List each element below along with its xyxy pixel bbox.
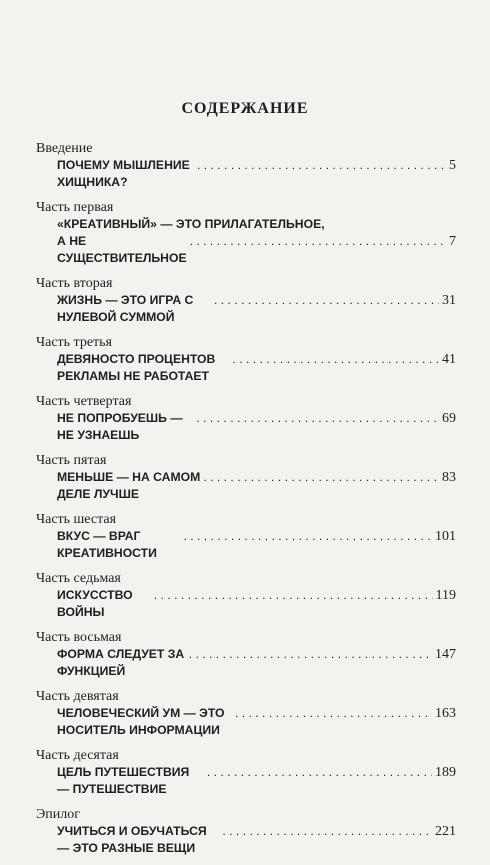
toc-chapter[interactable] xyxy=(57,646,456,680)
toc-part-label: Часть вторая xyxy=(36,276,113,291)
leader-dots xyxy=(207,764,432,781)
leader-dots xyxy=(203,469,439,486)
toc-chapter[interactable] xyxy=(57,216,456,233)
leader-dots xyxy=(214,292,439,309)
toc-page-number: 163 xyxy=(435,706,456,721)
toc-chapter-title: ЧЕЛОВЕЧЕСКИЙ УМ — ЭТО НОСИТЕЛЬ ИНФОРМАЦИИ xyxy=(57,706,225,737)
toc-chapter-title: НЕ ПОПРОБУЕШЬ — НЕ УЗНАЕШЬ xyxy=(57,411,183,442)
toc-chapter[interactable] xyxy=(57,705,456,739)
toc-part-label: Часть пятая xyxy=(36,453,107,468)
toc-chapter[interactable] xyxy=(57,764,456,798)
toc-part-label: Введение xyxy=(36,141,93,156)
toc-chapter[interactable] xyxy=(57,351,456,385)
toc-entry xyxy=(36,140,456,191)
leader-dots xyxy=(222,823,432,840)
leader-dots xyxy=(235,705,432,722)
toc-chapter[interactable] xyxy=(57,823,456,857)
toc-chapter-title: ЦЕЛЬ ПУТЕШЕСТВИЯ — ПУТЕШЕСТВИЕ xyxy=(57,765,190,796)
toc-part-label: Часть десятая xyxy=(36,748,119,763)
toc-chapter[interactable] xyxy=(57,587,456,621)
toc-chapter-title: ДЕВЯНОСТО ПРОЦЕНТОВ РЕКЛАМЫ НЕ РАБОТАЕТ xyxy=(57,352,216,383)
leader-dots xyxy=(197,157,446,174)
toc-chapter-continued[interactable] xyxy=(57,233,456,267)
toc-chapter[interactable] xyxy=(57,292,456,326)
toc-part-label: Часть седьмая xyxy=(36,571,121,586)
toc-chapter[interactable] xyxy=(57,410,456,444)
toc-page-number: 5 xyxy=(449,158,456,173)
toc-chapter-title: ПОЧЕМУ МЫШЛЕНИЕ ХИЩНИКА? xyxy=(57,158,190,189)
toc-page-number: 101 xyxy=(435,529,456,544)
toc-chapter-title: ИСКУССТВО ВОЙНЫ xyxy=(57,588,133,619)
toc-chapter-title: ЖИЗНЬ — ЭТО ИГРА С НУЛЕВОЙ СУММОЙ xyxy=(57,293,194,324)
leader-dots xyxy=(190,233,446,250)
toc-part-label: Часть третья xyxy=(36,335,112,350)
toc-page-number: 221 xyxy=(435,824,456,839)
toc-page-number: 41 xyxy=(442,352,456,367)
toc-part-label: Часть первая xyxy=(36,200,114,215)
toc-page-number: 7 xyxy=(449,234,456,249)
toc-page-number: 119 xyxy=(435,588,456,603)
toc-chapter[interactable] xyxy=(57,157,456,191)
toc-chapter-title-line2: А НЕ СУЩЕСТВИТЕЛЬНОЕ xyxy=(57,234,187,265)
toc-entry xyxy=(36,747,456,798)
toc-entry xyxy=(36,393,456,444)
toc-page-number: 31 xyxy=(442,293,456,308)
toc-entry xyxy=(36,452,456,503)
table-of-contents xyxy=(36,140,456,865)
leader-dots xyxy=(232,351,439,368)
toc-part-label: Эпилог xyxy=(36,807,80,822)
toc-page-number: 189 xyxy=(435,765,456,780)
toc-page-number: 69 xyxy=(442,411,456,426)
toc-entry xyxy=(36,275,456,326)
leader-dots xyxy=(183,528,432,545)
toc-entry xyxy=(36,570,456,621)
toc-chapter[interactable] xyxy=(57,469,456,503)
toc-page-number: 83 xyxy=(442,470,456,485)
toc-part-label: Часть шестая xyxy=(36,512,117,527)
toc-entry xyxy=(36,806,456,857)
toc-entry xyxy=(36,629,456,680)
leader-dots xyxy=(189,646,432,663)
toc-chapter-title: ВКУС — ВРАГ КРЕАТИВНОСТИ xyxy=(57,529,157,560)
toc-entry xyxy=(36,688,456,739)
toc-entry xyxy=(36,199,456,267)
toc-chapter-title: МЕНЬШЕ — НА САМОМ ДЕЛЕ ЛУЧШЕ xyxy=(57,470,201,501)
toc-entry xyxy=(36,334,456,385)
toc-chapter[interactable] xyxy=(57,528,456,562)
toc-chapter-title: ФОРМА СЛЕДУЕТ ЗА ФУНКЦИЕЙ xyxy=(57,647,185,678)
toc-part-label: Часть девятая xyxy=(36,689,119,704)
page-title: СОДЕРЖАНИЕ xyxy=(181,100,309,117)
toc-part-label: Часть восьмая xyxy=(36,630,122,645)
toc-chapter-title: УЧИТЬСЯ И ОБУЧАТЬСЯ — ЭТО РАЗНЫЕ ВЕЩИ xyxy=(57,824,207,855)
toc-page-number: 147 xyxy=(435,647,456,662)
toc-entry xyxy=(36,511,456,562)
toc-chapter-title: «КРЕАТИВНЫЙ» — ЭТО ПРИЛАГАТЕЛЬНОЕ, xyxy=(57,217,325,231)
leader-dots xyxy=(154,587,433,604)
leader-dots xyxy=(196,410,439,427)
toc-part-label: Часть четвертая xyxy=(36,394,132,409)
